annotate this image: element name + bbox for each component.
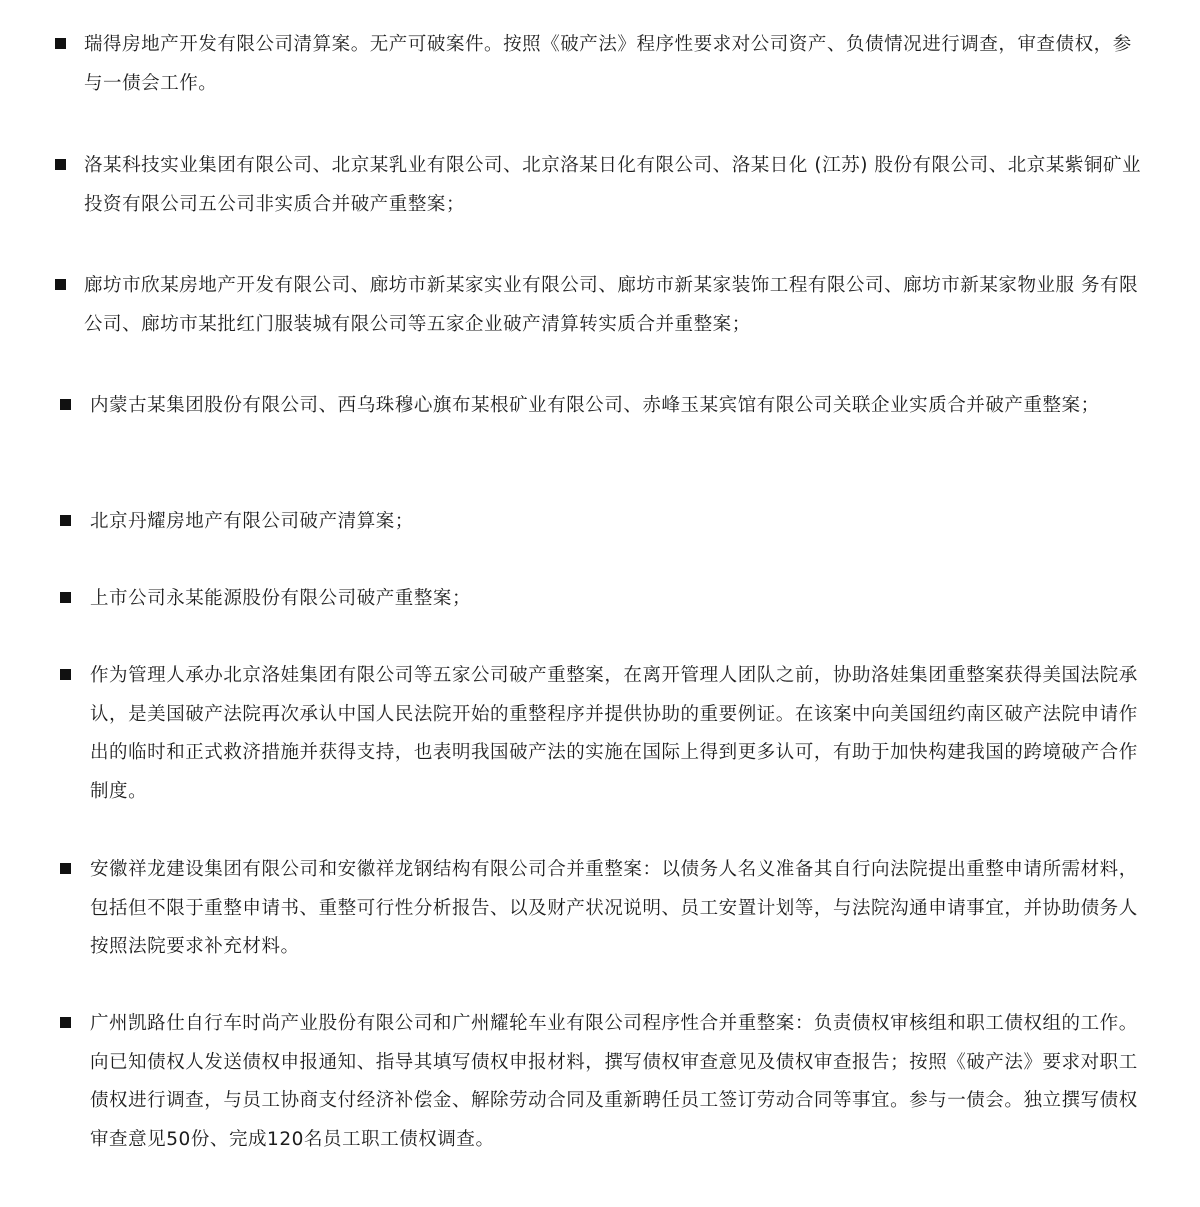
black-square-bullet-icon — [60, 592, 71, 603]
black-square-bullet-icon — [60, 669, 71, 680]
case-item-text: 安徽祥龙建设集团有限公司和安徽祥龙钢结构有限公司合并重整案：以债务人名义准备其自行向法院提出重整申请所需材料，包括但不限于重整申请书、重整可行性分析报告、以及财产状况说明、员工安置计划等，与法院沟通申请事宜，并协助债务人按照法院要求补充材料。 — [90, 859, 1138, 957]
case-item-danyao-liquidation — [90, 503, 1150, 542]
black-square-bullet-icon — [55, 279, 66, 290]
black-square-bullet-icon — [60, 863, 71, 874]
black-square-bullet-icon — [60, 515, 71, 526]
black-square-bullet-icon — [60, 399, 71, 410]
case-item-text: 上市公司永某能源股份有限公司破产重整案； — [90, 588, 472, 609]
case-item-langfang-five-companies — [84, 267, 1144, 344]
case-item-luomou-five-companies — [84, 147, 1144, 224]
case-item-luowa-group — [90, 657, 1150, 811]
case-item-text: 北京丹耀房地产有限公司破产清算案； — [90, 511, 414, 532]
black-square-bullet-icon — [60, 1017, 71, 1028]
case-item-text: 洛某科技实业集团有限公司、北京某乳业有限公司、北京洛某日化有限公司、洛某日化 (江苏) 股份有限公司、北京某紫铜矿业投资有限公司五公司非实质合并破产重整案； — [84, 155, 1142, 215]
case-item-text: 广州凯路仕自行车时尚产业股份有限公司和广州耀轮车业有限公司程序性合并重整案：负责债权审核组和职工债权组的工作。向已知债权人发送债权申报通知、指导其填写债权申报材料，撰写债权审查意见及债权审查报告；按照《破产法》要求对职工债权进行调查，与员工协商支付经济补偿金、解除劳动合同及重新聘任员工签订劳动合同等事宜。参与一债会。独立撰写债权审查意见50份、完成120名员工职工债权调查。 — [90, 1013, 1138, 1150]
case-item-anhui-xianglong — [90, 851, 1150, 967]
black-square-bullet-icon — [55, 159, 66, 170]
case-item-text: 内蒙古某集团股份有限公司、西乌珠穆心旗布某根矿业有限公司、赤峰玉某宾馆有限公司关联企业实质合并破产重整案； — [90, 395, 1100, 416]
case-item-yongmou-energy — [90, 580, 1150, 619]
case-item-text: 作为管理人承办北京洛娃集团有限公司等五家公司破产重整案，在离开管理人团队之前，协助洛娃集团重整案获得美国法院承认，是美国破产法院再次承认中国人民法院开始的重整程序并提供协助的重要例证。在该案中向美国纽约南区破产法院申请作出的临时和正式救济措施并获得支持，也表明我国破产法的实施在国际上得到更多认可，有助于加快构建我国的跨境破产合作制度。 — [90, 665, 1138, 802]
black-square-bullet-icon — [55, 38, 66, 49]
case-item-guangzhou-kailushi — [90, 1005, 1150, 1159]
case-item-text: 廊坊市欣某房地产开发有限公司、廊坊市新某家实业有限公司、廊坊市新某家装饰工程有限公司、廊坊市新某家物业服 务有限公司、廊坊市某批红门服装城有限公司等五家企业破产清算转实质合并重整案； — [84, 275, 1139, 335]
case-item-text: 瑞得房地产开发有限公司清算案。无产可破案件。按照《破产法》程序性要求对公司资产、负债情况进行调查，审查债权，参与一债会工作。 — [84, 34, 1132, 94]
case-item-inner-mongolia-group — [90, 387, 1150, 426]
case-item-ruide-liquidation — [84, 26, 1144, 103]
